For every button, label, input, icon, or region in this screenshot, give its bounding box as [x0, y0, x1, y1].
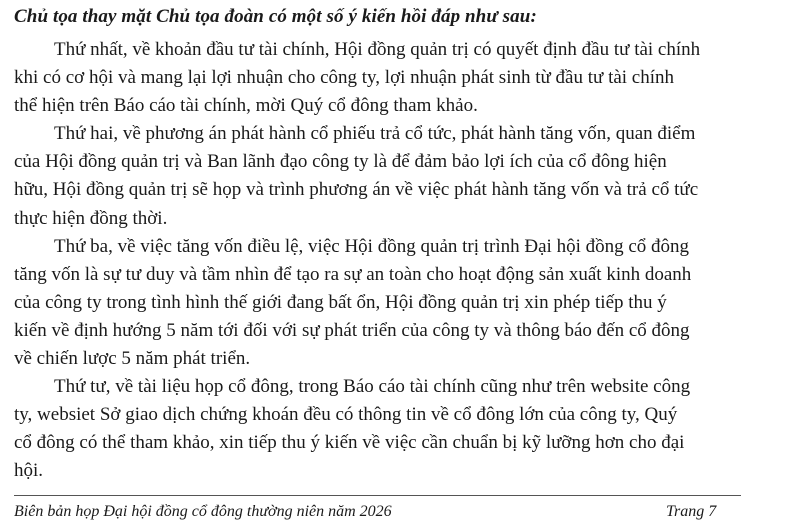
paragraph-line: hội. [14, 460, 44, 482]
paragraph-line: Thứ hai, về phương án phát hành cổ phiếu trả cổ tức, phát hành tăng vốn, quan điểm [54, 123, 696, 145]
paragraph-line: khi có cơ hội và mang lại lợi nhuận cho công ty, lợi nhuận phát sinh từ đầu tư tài chính [14, 67, 675, 89]
paragraph-fourth [14, 373, 754, 485]
paragraph-line: Thứ tư, về tài liệu họp cổ đông, trong Báo cáo tài chính cũng như trên website công [54, 376, 691, 398]
paragraph-line: của Hội đồng quản trị và Ban lãnh đạo công ty là để đảm bảo lợi ích của cổ đông hiện [14, 151, 667, 173]
paragraph-line: Thứ nhất, về khoản đầu tư tài chính, Hội đồng quản trị có quyết định đầu tư tài chính [54, 39, 701, 60]
section-heading: Chủ tọa thay mặt Chủ tọa đoàn có một số ý kiến hồi đáp như sau: [14, 6, 537, 27]
paragraph-second [14, 120, 754, 232]
paragraph-line: thể hiện trên Báo cáo tài chính, mời Quý cổ đông tham khảo. [14, 95, 478, 117]
document-body [14, 36, 754, 486]
paragraph-line: về chiến lược 5 năm phát triển. [14, 348, 251, 370]
footer-title: Biên bản họp Đại hội đồng cổ đông thường niên năm 2026 [14, 503, 392, 520]
paragraph-line: cổ đông có thể tham khảo, xin tiếp thu ý kiến về việc cần chuẩn bị kỹ lưỡng hơn cho đại [14, 432, 685, 454]
page-number: Trang 7 [666, 503, 717, 520]
paragraph-first [14, 36, 754, 120]
paragraph-line: thực hiện đồng thời. [14, 207, 168, 229]
paragraph-line: tăng vốn là sự tư duy và tầm nhìn để tạo ra sự an toàn cho hoạt động sản xuất kinh doanh [14, 263, 692, 285]
paragraph-line: kiến về định hướng 5 năm tới đối với sự phát triển của công ty và thông báo đến cổ đông [14, 319, 690, 341]
paragraph-line: ty, websiet Sở giao dịch chứng khoán đều có thông tin về cổ đông lớn của công ty, Quý [14, 404, 678, 426]
paragraph-line: Thứ ba, về việc tăng vốn điều lệ, việc Hội đồng quản trị trình Đại hội đồng cổ đông [54, 235, 690, 257]
footer-divider [14, 495, 741, 496]
paragraph-line: hữu, Hội đồng quản trị sẽ họp và trình phương án về việc phát hành tăng vốn và trả cổ tức [14, 179, 699, 201]
paragraph-line: của công ty trong tình hình thế giới đang bất ổn, Hội đồng quản trị xin phép tiếp thu ý [14, 291, 667, 313]
paragraph-third [14, 233, 754, 373]
